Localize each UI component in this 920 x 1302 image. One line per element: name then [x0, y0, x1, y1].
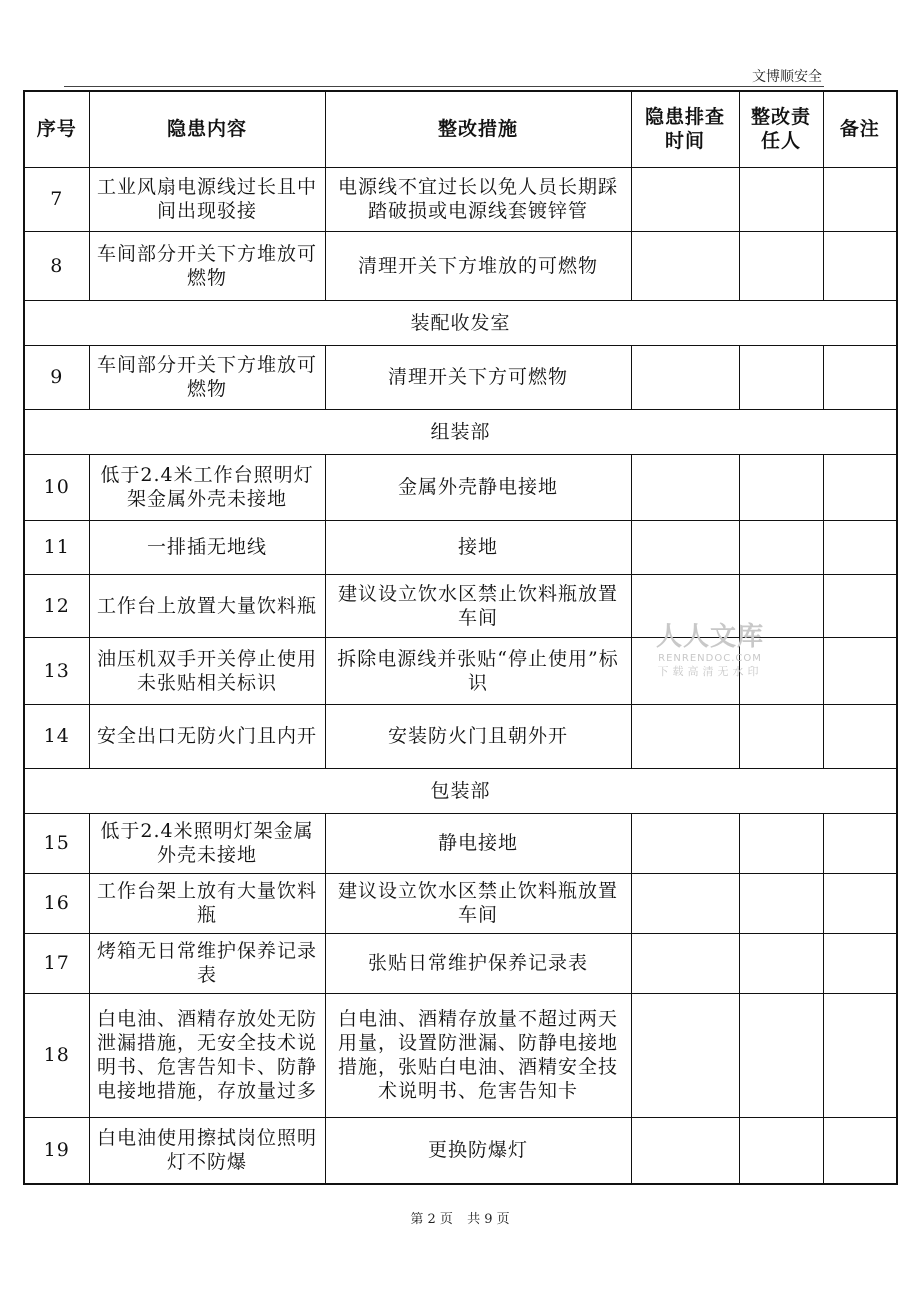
row-check-time	[631, 704, 739, 768]
row-remark	[823, 704, 897, 768]
row-check-time	[631, 345, 739, 409]
page-total: 共 9 页	[467, 1212, 510, 1227]
row-hazard: 烤箱无日常维护保养记录表	[89, 933, 325, 993]
row-remark	[823, 1117, 897, 1184]
row-check-time	[631, 231, 739, 300]
section-row	[24, 409, 897, 454]
row-measure: 清理开关下方可燃物	[325, 345, 631, 409]
table-row	[24, 574, 897, 637]
row-measure: 电源线不宜过长以免人员长期踩踏破损或电源线套镀锌管	[325, 167, 631, 231]
row-owner	[739, 574, 823, 637]
watermark-title: 人人文库	[655, 622, 764, 652]
row-seq: 19	[24, 1117, 89, 1184]
row-check-time	[631, 813, 739, 873]
row-seq: 17	[24, 933, 89, 993]
row-remark	[823, 520, 897, 574]
table-row	[24, 1117, 897, 1184]
row-owner	[739, 993, 823, 1117]
column-header-seq: 序号	[24, 91, 89, 167]
watermark-domain: RENRENDOC.COM	[658, 653, 762, 664]
row-measure: 更换防爆灯	[325, 1117, 631, 1184]
row-owner	[739, 873, 823, 933]
row-seq: 13	[24, 637, 89, 704]
row-measure: 金属外壳静电接地	[325, 454, 631, 520]
header-divider	[64, 86, 824, 87]
row-measure: 静电接地	[325, 813, 631, 873]
row-check-time	[631, 574, 739, 637]
row-owner	[739, 704, 823, 768]
row-hazard: 一排插无地线	[89, 520, 325, 574]
table-row	[24, 520, 897, 574]
table-row	[24, 813, 897, 873]
page-number: 第 2 页	[410, 1212, 453, 1227]
table-header-row	[24, 91, 897, 167]
row-remark	[823, 873, 897, 933]
row-measure: 接地	[325, 520, 631, 574]
row-check-time	[631, 873, 739, 933]
table-row	[24, 345, 897, 409]
table-row	[24, 637, 897, 704]
row-remark	[823, 813, 897, 873]
row-owner	[739, 454, 823, 520]
page-footer	[0, 1208, 920, 1227]
row-owner	[739, 933, 823, 993]
row-seq: 11	[24, 520, 89, 574]
row-hazard: 低于2.4米工作台照明灯架金属外壳未接地	[89, 454, 325, 520]
column-header-owner: 整改责任人	[739, 91, 823, 167]
row-remark	[823, 637, 897, 704]
table-row	[24, 933, 897, 993]
row-measure: 白电油、酒精存放量不超过两天用量，设置防泄漏、防静电接地措施，张贴白电油、酒精安全技术说明书、危害告知卡	[325, 993, 631, 1117]
row-hazard: 工业风扇电源线过长且中间出现驳接	[89, 167, 325, 231]
row-measure: 清理开关下方堆放的可燃物	[325, 231, 631, 300]
row-remark	[823, 574, 897, 637]
row-hazard: 低于2.4米照明灯架金属外壳未接地	[89, 813, 325, 873]
row-check-time	[631, 993, 739, 1117]
row-hazard: 工作台上放置大量饮料瓶	[89, 574, 325, 637]
row-hazard: 油压机双手开关停止使用未张贴相关标识	[89, 637, 325, 704]
row-check-time	[631, 1117, 739, 1184]
row-measure: 建议设立饮水区禁止饮料瓶放置车间	[325, 574, 631, 637]
row-owner	[739, 637, 823, 704]
row-owner	[739, 520, 823, 574]
row-owner	[739, 813, 823, 873]
row-seq: 12	[24, 574, 89, 637]
row-check-time	[631, 167, 739, 231]
row-seq: 9	[24, 345, 89, 409]
column-header-remark: 备注	[823, 91, 897, 167]
row-hazard: 白电油使用擦拭岗位照明灯不防爆	[89, 1117, 325, 1184]
column-header-check-time: 隐患排查时间	[631, 91, 739, 167]
row-remark	[823, 993, 897, 1117]
column-header-measure: 整改措施	[325, 91, 631, 167]
row-owner	[739, 231, 823, 300]
table-row	[24, 873, 897, 933]
watermark-subtitle: 下载高清无水印	[657, 665, 763, 678]
row-owner	[739, 345, 823, 409]
section-title: 包装部	[24, 768, 897, 813]
row-check-time	[631, 454, 739, 520]
row-remark	[823, 454, 897, 520]
table-row	[24, 454, 897, 520]
table-row	[24, 167, 897, 231]
row-seq: 15	[24, 813, 89, 873]
row-seq: 10	[24, 454, 89, 520]
row-remark	[823, 345, 897, 409]
row-check-time	[631, 637, 739, 704]
row-hazard: 白电油、酒精存放处无防泄漏措施，无安全技术说明书、危害告知卡、防静电接地措施，存放量过多	[89, 993, 325, 1117]
row-hazard: 安全出口无防火门且内开	[89, 704, 325, 768]
row-hazard: 车间部分开关下方堆放可燃物	[89, 345, 325, 409]
row-seq: 8	[24, 231, 89, 300]
hazard-table	[23, 90, 898, 1185]
row-remark	[823, 167, 897, 231]
section-row	[24, 300, 897, 345]
row-measure: 张贴日常维护保养记录表	[325, 933, 631, 993]
section-title: 组装部	[24, 409, 897, 454]
row-remark	[823, 231, 897, 300]
table-row	[24, 704, 897, 768]
company-header: 文博顺安全	[752, 69, 822, 85]
row-measure: 拆除电源线并张贴“停止使用”标识	[325, 637, 631, 704]
row-owner	[739, 1117, 823, 1184]
row-hazard: 车间部分开关下方堆放可燃物	[89, 231, 325, 300]
row-seq: 18	[24, 993, 89, 1117]
table-row	[24, 993, 897, 1117]
row-seq: 14	[24, 704, 89, 768]
row-measure: 安装防火门且朝外开	[325, 704, 631, 768]
row-check-time	[631, 520, 739, 574]
row-check-time	[631, 933, 739, 993]
section-row	[24, 768, 897, 813]
row-remark	[823, 933, 897, 993]
row-seq: 16	[24, 873, 89, 933]
row-hazard: 工作台架上放有大量饮料瓶	[89, 873, 325, 933]
row-owner	[739, 167, 823, 231]
row-seq: 7	[24, 167, 89, 231]
section-title: 装配收发室	[24, 300, 897, 345]
column-header-hazard: 隐患内容	[89, 91, 325, 167]
row-measure: 建议设立饮水区禁止饮料瓶放置车间	[325, 873, 631, 933]
table-row	[24, 231, 897, 300]
